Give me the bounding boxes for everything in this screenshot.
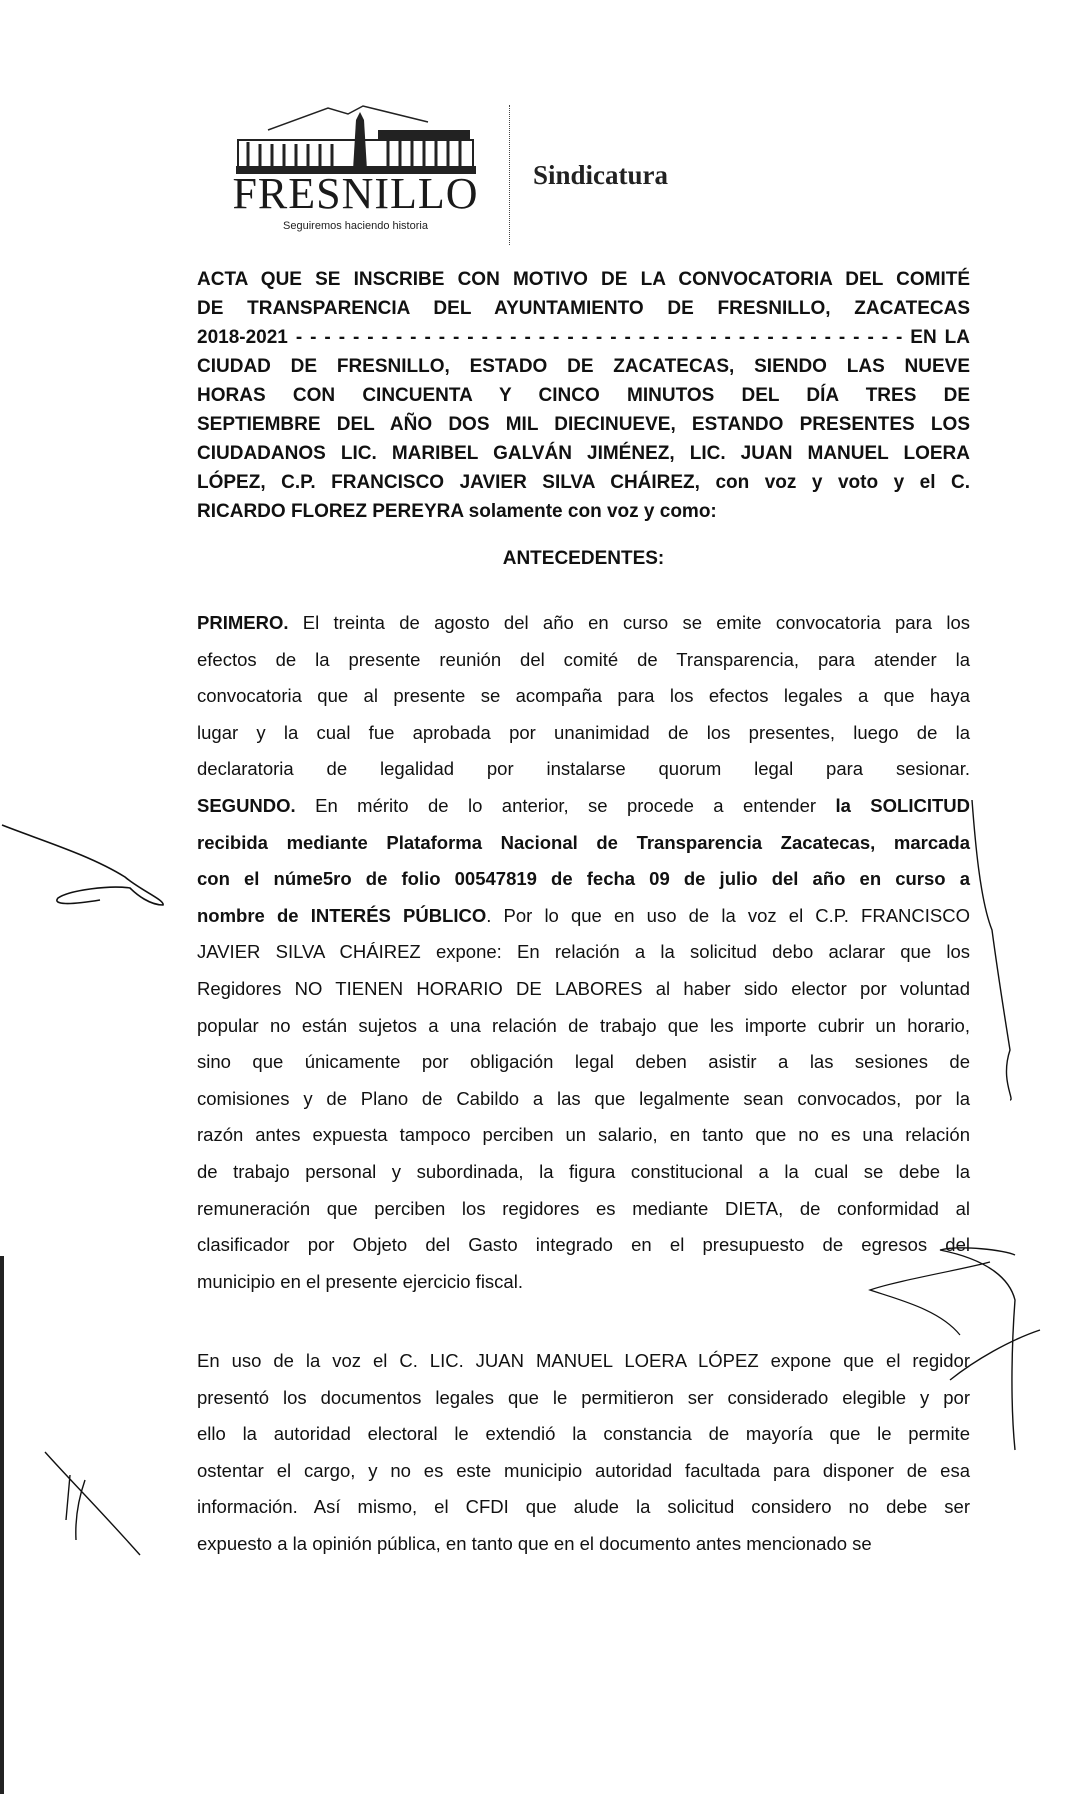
- text-line: [197, 1380, 970, 1417]
- text-segment: LÓPEZ, C.P. FRANCISCO JAVIER SILVA CHÁIREZ, con voz y voto y el C.: [197, 472, 970, 493]
- text-line: [197, 642, 970, 679]
- building-skyline-icon: [228, 100, 483, 175]
- bold-text: SEGUNDO.: [197, 794, 296, 816]
- text-segment: CIUDADANOS LIC. MARIBEL GALVÁN JIMÉNEZ, LIC. JUAN MANUEL LOERA: [197, 443, 970, 464]
- signature-left-bottom: [45, 1452, 140, 1555]
- text-segment: lugar y la cual fue aprobada por unanimidad de los presentes, luego de la: [197, 721, 970, 743]
- statement-body: [197, 1343, 970, 1563]
- text-line: [197, 788, 970, 825]
- text-segment: HORAS CON CINCUENTA Y CINCO MINUTOS DEL DÍA TRES DE: [197, 385, 970, 406]
- text-line: [197, 265, 970, 294]
- text-segment: clasificador por Objeto del Gasto integrado en el presupuesto de egresos del: [197, 1234, 970, 1256]
- text-line: [197, 1453, 970, 1490]
- signature-left-top: [2, 825, 163, 905]
- text-line: [197, 1489, 970, 1526]
- logo-wordmark: FRESNILLO: [232, 169, 479, 218]
- text-line: [197, 410, 970, 439]
- bold-text: recibida mediante Plataforma Nacional de Transparencia Zacatecas, marcada: [197, 831, 970, 853]
- text-segment: expuesto a la opinión pública, en tanto que en el documento antes mencionado se: [197, 1532, 872, 1554]
- text-segment: popular no están sujetos a una relación de trabajo que les importe cubrir un horario,: [197, 1014, 970, 1036]
- bold-text: con el núme5ro de folio 00547819 de fecha 09 de julio del año en curso a: [197, 868, 970, 890]
- text-line: [197, 1264, 970, 1301]
- text-line: [197, 825, 970, 862]
- text-line: [197, 1343, 970, 1380]
- text-line: [197, 678, 970, 715]
- bold-text: PRIMERO.: [197, 612, 289, 633]
- header-divider: [509, 105, 510, 245]
- text-line: [197, 715, 970, 752]
- text-segment: razón antes expuesta tampoco perciben un salario, en tanto que no es una relación: [197, 1124, 970, 1146]
- text-line: [197, 439, 970, 468]
- text-segment: efectos de la presente reunión del comité de Transparencia, para atender la: [197, 648, 970, 670]
- department-name: Sindicatura: [533, 160, 669, 190]
- text-segment: SEPTIEMBRE DEL AÑO DOS MIL DIECINUEVE, ESTANDO PRESENTES LOS: [197, 414, 970, 435]
- text-line: [197, 971, 970, 1008]
- text-segment: En mérito de lo anterior, se procede a entender: [295, 794, 836, 816]
- text-segment: El treinta de agosto del año en curso se emite convocatoria para los: [288, 612, 970, 633]
- antecedentes-body: [197, 605, 970, 1300]
- text-segment: Regidores NO TIENEN HORARIO DE LABORES al haber sido elector por voluntad: [197, 977, 970, 999]
- bold-text: nombre de INTERÉS PÚBLICO: [197, 904, 487, 926]
- text-segment: convocatoria que al presente se acompaña para los efectos legales a que haya: [197, 685, 970, 707]
- text-segment: . Por lo que en uso de la voz el C.P. FRANCISCO: [486, 904, 970, 926]
- bold-text: la SOLICITUD: [835, 794, 970, 816]
- text-line: [197, 1081, 970, 1118]
- text-segment: CIUDAD DE FRESNILLO, ESTADO DE ZACATECAS, SIENDO LAS NUEVE: [197, 356, 970, 377]
- text-line: [197, 898, 970, 935]
- text-line: [197, 1044, 970, 1081]
- text-segment: declaratoria de legalidad por instalarse quorum legal para sesionar.: [197, 758, 970, 780]
- fresnillo-logo: [228, 100, 483, 240]
- text-line: [197, 497, 970, 526]
- text-line: [197, 1154, 970, 1191]
- text-segment: DE TRANSPARENCIA DEL AYUNTAMIENTO DE FRESNILLO, ZACATECAS: [197, 298, 970, 319]
- text-segment: remuneración que perciben los regidores es mediante DIETA, de conformidad al: [197, 1197, 970, 1219]
- act-heading: [197, 265, 970, 526]
- text-segment: información. Así mismo, el CFDI que alude la solicitud considero no debe ser: [197, 1496, 970, 1518]
- text-segment: municipio en el presente ejercicio fiscal.: [197, 1270, 523, 1292]
- text-segment: ACTA QUE SE INSCRIBE CON MOTIVO DE LA CONVOCATORIA DEL COMITÉ: [197, 269, 970, 290]
- text-segment: ostentar el cargo, y no es este municipio autoridad facultada para disponer de esa: [197, 1459, 970, 1481]
- text-line: [197, 352, 970, 381]
- scan-edge: [0, 0, 4, 1794]
- text-segment: En uso de la voz el C. LIC. JUAN MANUEL LOERA LÓPEZ expone que el regidor: [197, 1350, 970, 1371]
- text-line: [197, 1008, 970, 1045]
- text-segment: sino que únicamente por obligación legal deben asistir a las sesiones de: [197, 1051, 970, 1073]
- text-segment: presentó los documentos legales que le permitieron ser considerado elegible y por: [197, 1386, 970, 1408]
- text-line: [197, 1227, 970, 1264]
- text-line: [197, 381, 970, 410]
- text-segment: de trabajo personal y subordinada, la figura constitucional a la cual se debe la: [197, 1160, 970, 1182]
- text-line: [197, 861, 970, 898]
- text-segment: comisiones y de Plano de Cabildo a las que legalmente sean convocados, por la: [197, 1087, 970, 1109]
- text-segment: 2018-2021 - - - - - - - - - - - - - - - - - - - - - - - - - - - - - - - - - - - - - - - - - - - EN LA: [197, 327, 970, 348]
- text-segment: RICARDO FLOREZ PEREYRA solamente con voz y como:: [197, 501, 717, 522]
- text-line: [197, 323, 970, 352]
- text-line: [197, 751, 970, 788]
- text-line: [197, 934, 970, 971]
- text-line: [197, 605, 970, 642]
- text-line: [197, 1191, 970, 1228]
- text-line: [197, 1117, 970, 1154]
- text-line: [197, 1416, 970, 1453]
- text-line: [197, 468, 970, 497]
- logo-tagline: Seguiremos haciendo historia: [283, 220, 428, 232]
- text-line: [197, 1526, 970, 1563]
- text-line: [197, 294, 970, 323]
- text-segment: ello la autoridad electoral le extendió la constancia de mayoría que le permite: [197, 1423, 970, 1445]
- section-title: ANTECEDENTES:: [502, 548, 665, 569]
- text-segment: JAVIER SILVA CHÁIREZ expone: En relación a la solicitud debo aclarar que los: [197, 941, 970, 963]
